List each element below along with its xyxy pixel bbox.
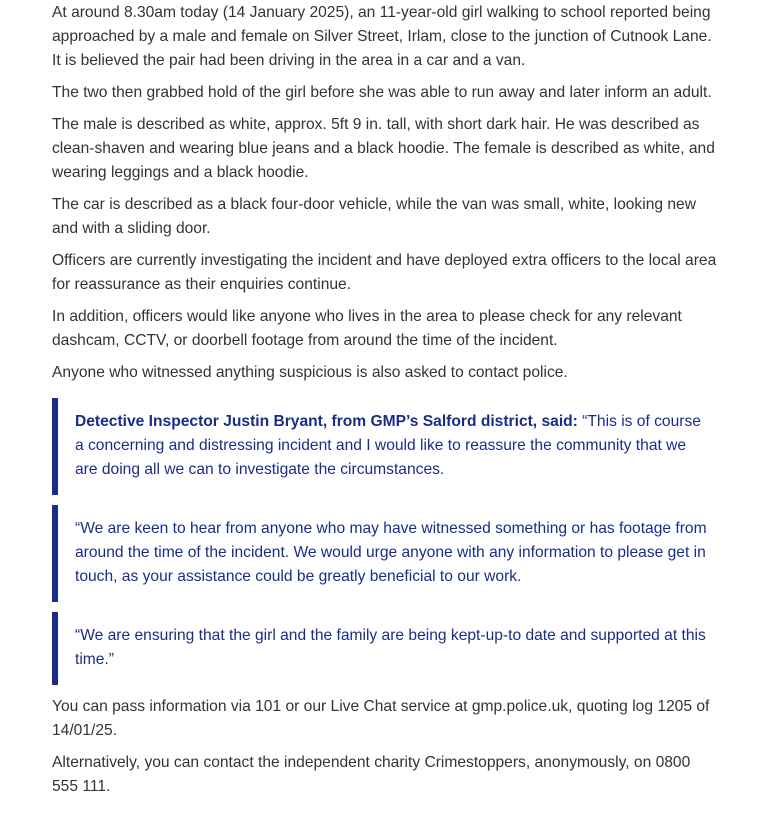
blockquote [52, 398, 717, 495]
quote-body: “We are keen to hear from anyone who may have witnessed something or has footage from around the time of the incident. We would urge anyone with any information to please get in touch, as your assistance could be greatly beneficial to our work. [75, 520, 707, 585]
quote-text [75, 624, 707, 672]
article-paragraph: The two then grabbed hold of the girl before she was able to run away and later inform an adult. [52, 84, 712, 101]
article-paragraph: In addition, officers would like anyone who lives in the area to please check for any relevant dashcam, CCTV, or doorbell footage from around the time of the incident. [52, 308, 682, 349]
quote-body: “This is of course a concerning and distressing incident and I would like to reassure the community that we are doing all we can to investigate the circumstances. [75, 413, 701, 478]
article-paragraph: The male is described as white, approx. 5ft 9 in. tall, with short dark hair. He was described as clean-shaven and wearing blue jeans and a black hoodie. The female is described as white, and wearing leggings and a black hoodie. [52, 116, 715, 181]
article-paragraph: Anyone who witnessed anything suspicious is also asked to contact police. [52, 364, 568, 381]
quote-speaker: Detective Inspector Justin Bryant, from GMP’s Salford district, said: [75, 413, 578, 430]
quote-body: “We are ensuring that the girl and the family are being kept-up-to date and supported at this time.” [75, 627, 706, 668]
article-paragraph: The car is described as a black four-door vehicle, while the van was small, white, looking new and with a sliding door. [52, 196, 696, 237]
article-paragraph: At around 8.30am today (14 January 2025), an 11-year-old girl walking to school reported being approached by a male and female on Silver Street, Irlam, close to the junction of Cutnook Lane. It is believed the pair had been driving in the area in a car and a van. [52, 4, 712, 69]
article-paragraph: Alternatively, you can contact the independent charity Crimestoppers, anonymously, on 0800 555 111. [52, 754, 691, 795]
article-paragraph: Officers are currently investigating the incident and have deployed extra officers to the local area for reassurance as their enquiries continue. [52, 252, 717, 293]
quote-text [75, 517, 707, 589]
article-paragraph: You can pass information via 101 or our Live Chat service at gmp.police.uk, quoting log 1205 of 14/01/25. [52, 698, 710, 739]
quote-text [75, 410, 707, 482]
blockquote [52, 612, 717, 685]
article-body [52, 0, 717, 807]
blockquote [52, 505, 717, 602]
